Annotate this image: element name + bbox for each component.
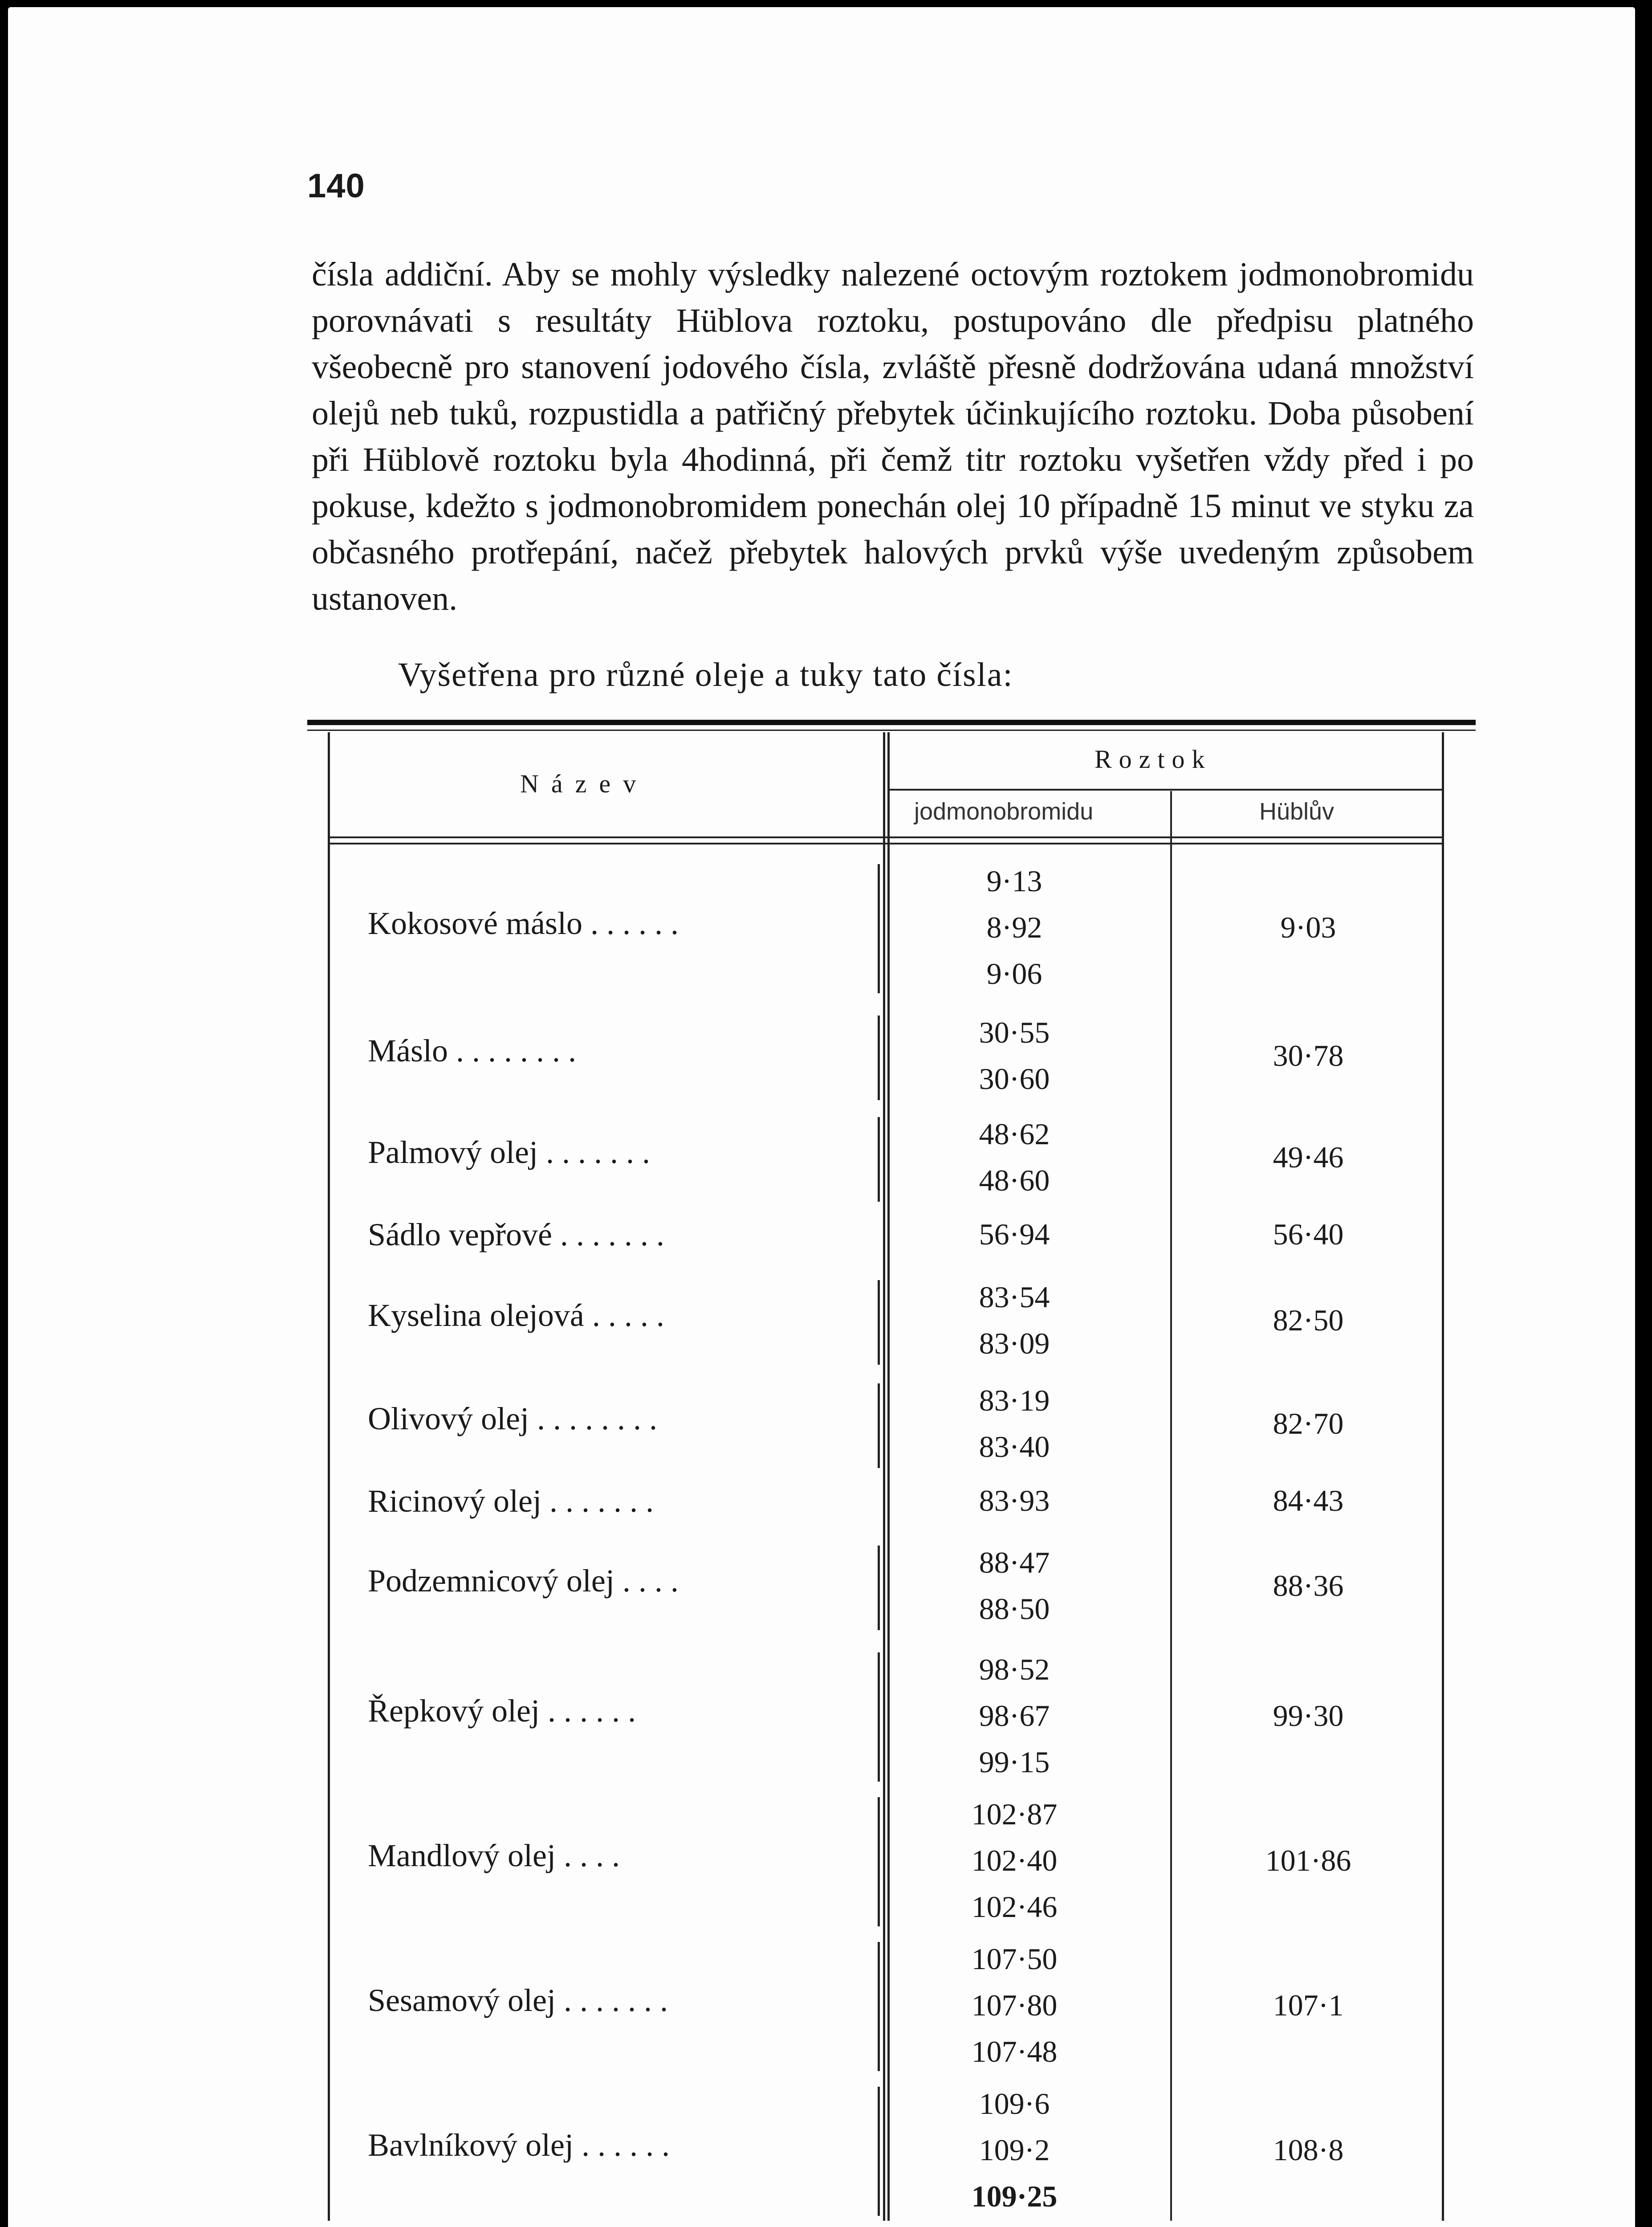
hubl-value: 9·03 — [1280, 910, 1336, 944]
row-name: Sesamový olej . . . . . . . — [368, 1982, 668, 2018]
name-column-divider-double — [887, 732, 890, 2221]
table-intro: Vyšetřena pro různé oleje a tuky tato čísla: — [398, 656, 1013, 693]
jod-value: 102·46 — [971, 1890, 1058, 1924]
hubl-value: 30·78 — [1273, 1039, 1344, 1073]
brace — [878, 1546, 886, 1630]
jod-value: 88·47 — [979, 1546, 1050, 1579]
jod-value: 83·93 — [979, 1484, 1050, 1517]
jod-value: 98·52 — [979, 1652, 1050, 1686]
row-name: Podzemnicový olej . . . . — [368, 1563, 679, 1599]
row-name: Bavlníkový olej . . . . . . — [368, 2127, 670, 2163]
hubl-value: 56·40 — [1273, 1217, 1344, 1251]
jod-value: 30·55 — [979, 1016, 1050, 1049]
jod-values — [952, 1477, 1077, 1524]
jod-values — [952, 1539, 1077, 1632]
jod-value: 109·6 — [979, 2087, 1050, 2121]
jod-value: 88·50 — [979, 1592, 1050, 1626]
jod-value: 98·67 — [979, 1699, 1050, 1733]
brace — [878, 1016, 886, 1100]
header-jodmonobromidu: jodmonobromidu — [914, 798, 1094, 825]
jod-values — [952, 1936, 1077, 2075]
row-name: Máslo . . . . . . . . — [368, 1033, 576, 1069]
brace — [878, 1117, 886, 1202]
header-hubluv: Hüblův — [1259, 798, 1335, 825]
jod-value: 83·54 — [979, 1280, 1050, 1314]
hubl-value: 88·36 — [1273, 1569, 1344, 1603]
hubl-value: 49·46 — [1273, 1140, 1344, 1174]
jod-value: 99·15 — [979, 1745, 1050, 1779]
brace — [878, 1797, 886, 1926]
jod-values — [952, 858, 1077, 997]
jod-values — [952, 1791, 1077, 1930]
jod-values — [952, 2080, 1077, 2219]
roztok-column-divider — [1170, 791, 1172, 2221]
header-roztok: Roztok — [1095, 745, 1212, 774]
row-name: Řepkový olej . . . . . . — [368, 1693, 636, 1729]
jod-value: 107·48 — [971, 2035, 1058, 2068]
hubl-value: 107·1 — [1273, 1988, 1344, 2022]
jod-value: 107·80 — [971, 1988, 1058, 2022]
row-name: Mandlový olej . . . . — [368, 1838, 620, 1873]
row-name: Olivový olej . . . . . . . . — [368, 1401, 657, 1436]
hubl-value: 101·86 — [1265, 1844, 1351, 1877]
row-name: Palmový olej . . . . . . . — [368, 1134, 650, 1170]
brace — [878, 2087, 886, 2216]
jod-value: 48·60 — [979, 1163, 1050, 1197]
hubl-value: 82·50 — [1273, 1303, 1344, 1337]
hubl-value: 84·43 — [1273, 1484, 1344, 1517]
brace — [878, 1652, 886, 1782]
jod-value: 107·50 — [971, 1942, 1058, 1976]
row-name: Ricinový olej . . . . . . . — [368, 1483, 654, 1519]
table-top-rule-thin — [307, 730, 1476, 731]
brace — [878, 864, 886, 993]
body-paragraph — [312, 251, 1474, 622]
jod-values — [952, 1377, 1077, 1470]
row-name: Sádlo vepřové . . . . . . . — [368, 1217, 664, 1252]
hubl-value: 99·30 — [1273, 1699, 1344, 1733]
jod-value: 8·92 — [986, 910, 1042, 944]
row-name: Kokosové máslo . . . . . . — [368, 905, 679, 941]
page — [8, 7, 1635, 2227]
jod-value: 109·2 — [979, 2133, 1050, 2167]
jod-value: 9·13 — [986, 864, 1042, 898]
jod-value: 9·06 — [986, 957, 1042, 991]
brace — [878, 1280, 886, 1365]
table-top-rule — [307, 720, 1476, 725]
jod-value: 83·19 — [979, 1383, 1050, 1417]
jod-values — [952, 1111, 1077, 1203]
table-right-border — [1442, 732, 1444, 2221]
header-name: Název — [520, 769, 649, 798]
table-left-border — [328, 732, 330, 2221]
jod-value: 102·87 — [971, 1797, 1058, 1831]
roztok-subheader-rule — [890, 789, 1442, 791]
brace — [878, 1942, 886, 2071]
hubl-value: 108·8 — [1273, 2133, 1344, 2167]
header-bottom-rule — [330, 836, 1442, 838]
jod-value: 102·40 — [971, 1844, 1058, 1877]
jod-value: 109·25 — [971, 2179, 1058, 2213]
jod-values — [952, 1274, 1077, 1366]
header-bottom-rule-double — [330, 843, 1442, 844]
jod-value: 48·62 — [979, 1117, 1050, 1151]
paragraph-text: čísla addiční. Aby se mohly výsledky nalezené octovým roztokem jodmonobromidu porovnávati s resultáty Hüblova roztoku, postupováno dle předpisu platného všeobecně pro stanovení jodového čísla, zvláště přesně dodržována udaná množství olejů neb tuků, rozpustidla a patřičný přebytek účinkujícího roztoku. Doba působení při Hüblově roztoku byla 4hodinná, při čemž titr roztoku vyšetřen vždy před i po pokuse, kdežto s jodmonobromidem ponechán olej 10 případně 15 minut ve styku za občasného protřepání, načež přebytek halových prvků výše uvedeným způsobem ustanoven. — [312, 256, 1474, 617]
jod-values — [952, 1009, 1077, 1102]
jod-value: 83·40 — [979, 1430, 1050, 1464]
brace — [878, 1383, 886, 1468]
jod-value: 30·60 — [979, 1062, 1050, 1096]
jod-value: 56·94 — [979, 1217, 1050, 1251]
jod-values — [952, 1211, 1077, 1257]
page-number: 140 — [307, 167, 365, 205]
hubl-value: 82·70 — [1273, 1407, 1344, 1440]
jod-values — [952, 1646, 1077, 1785]
row-name: Kyselina olejová . . . . . — [368, 1297, 664, 1333]
jod-value: 83·09 — [979, 1326, 1050, 1360]
